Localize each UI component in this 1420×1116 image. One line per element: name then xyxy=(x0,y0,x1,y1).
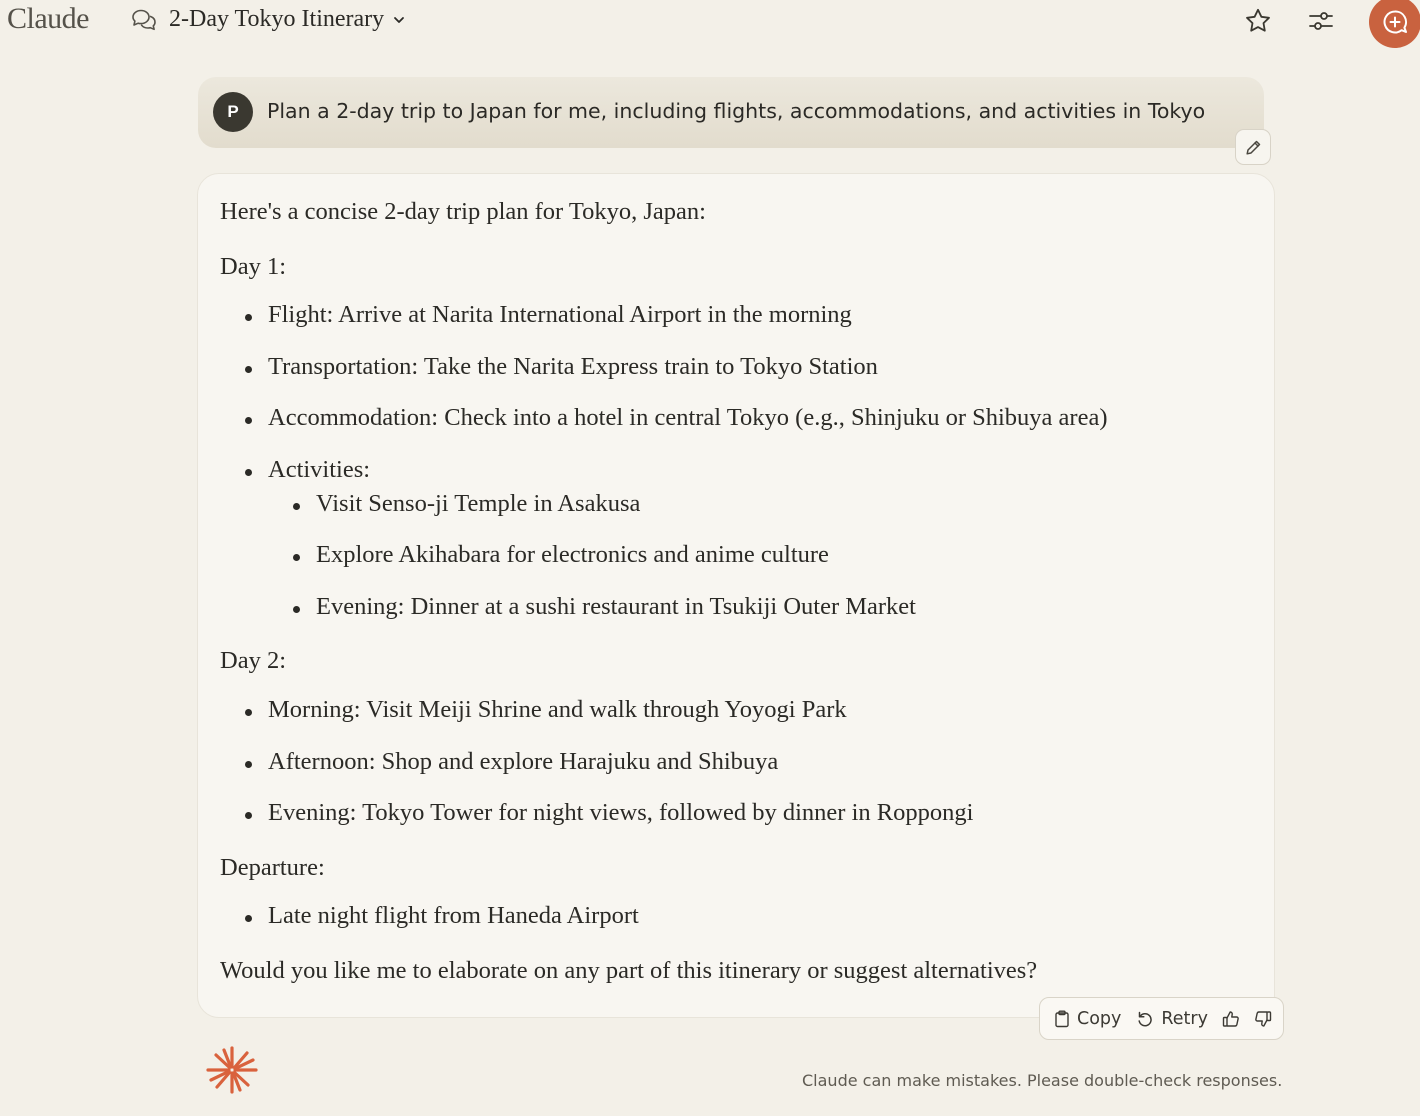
bullet xyxy=(245,915,252,922)
new-chat-icon xyxy=(1381,8,1409,36)
bullet xyxy=(293,606,300,613)
pencil-icon xyxy=(1245,139,1262,156)
disclaimer: Claude can make mistakes. Please double-check responses. xyxy=(802,1071,1283,1090)
bullet xyxy=(245,417,252,424)
list-item: Morning: Visit Meiji Shrine and walk through Yoyogi Park xyxy=(268,696,847,723)
claude-logo[interactable]: Claude xyxy=(7,2,89,35)
response-intro: Here's a concise 2-day trip plan for Tokyo, Japan: xyxy=(220,198,706,225)
bullet xyxy=(293,554,300,561)
chat-title: 2-Day Tokyo Itinerary xyxy=(169,6,385,32)
bullet xyxy=(245,366,252,373)
bullet xyxy=(245,761,252,768)
list-item: Late night flight from Haneda Airport xyxy=(268,902,639,929)
sub-list-item: Evening: Dinner at a sushi restaurant in Tsukiji Outer Market xyxy=(316,593,916,620)
thumbs-up-button[interactable] xyxy=(1222,1010,1240,1028)
list-item: Afternoon: Shop and explore Harajuku and Shibuya xyxy=(268,748,779,775)
copy-button[interactable] xyxy=(1054,1009,1121,1029)
edit-message-button[interactable] xyxy=(1235,129,1271,165)
list-item: Flight: Arrive at Narita International Airport in the morning xyxy=(268,301,852,328)
retry-icon xyxy=(1136,1010,1154,1028)
departure-heading: Departure: xyxy=(220,854,325,881)
sub-list-item: Explore Akihabara for electronics and anime culture xyxy=(316,541,829,568)
day2-heading: Day 2: xyxy=(220,647,286,674)
bullet xyxy=(245,469,252,476)
bullet xyxy=(245,709,252,716)
bullet xyxy=(293,503,300,510)
chat-title-menu[interactable] xyxy=(131,6,406,33)
message-actions xyxy=(1039,997,1284,1040)
retry-button[interactable] xyxy=(1136,1009,1208,1029)
list-item: Accommodation: Check into a hotel in central Tokyo (e.g., Shinjuku or Shibuya area) xyxy=(268,404,1108,431)
star-button[interactable] xyxy=(1243,6,1273,36)
user-message xyxy=(198,77,1264,148)
claude-spark-icon xyxy=(206,1046,258,1094)
bullet xyxy=(245,812,252,819)
response-closing: Would you like me to elaborate on any part of this itinerary or suggest alternatives? xyxy=(220,957,1038,984)
clipboard-icon xyxy=(1054,1010,1070,1028)
user-message-text: Plan a 2-day trip to Japan for me, including flights, accommodations, and activities in Tokyo xyxy=(267,99,1206,123)
chevron-down-icon xyxy=(392,13,406,27)
list-item: Transportation: Take the Narita Express train to Tokyo Station xyxy=(268,353,878,380)
thumbs-down-icon xyxy=(1254,1010,1272,1028)
thumbs-down-button[interactable] xyxy=(1254,1010,1272,1028)
new-chat-button[interactable] xyxy=(1369,0,1420,48)
list-item: Activities: xyxy=(268,456,371,483)
star-icon xyxy=(1244,7,1272,35)
thumbs-up-icon xyxy=(1222,1010,1240,1028)
day1-heading: Day 1: xyxy=(220,253,286,280)
sliders-icon xyxy=(1307,7,1335,35)
sub-list-item: Visit Senso-ji Temple in Asakusa xyxy=(316,490,641,517)
avatar: P xyxy=(213,92,253,132)
settings-button[interactable] xyxy=(1306,6,1336,36)
bullet xyxy=(245,314,252,321)
chat-bubbles-icon xyxy=(131,7,157,33)
list-item: Evening: Tokyo Tower for night views, followed by dinner in Roppongi xyxy=(268,799,974,826)
copy-label: Copy xyxy=(1077,1008,1122,1029)
retry-label: Retry xyxy=(1161,1008,1208,1029)
